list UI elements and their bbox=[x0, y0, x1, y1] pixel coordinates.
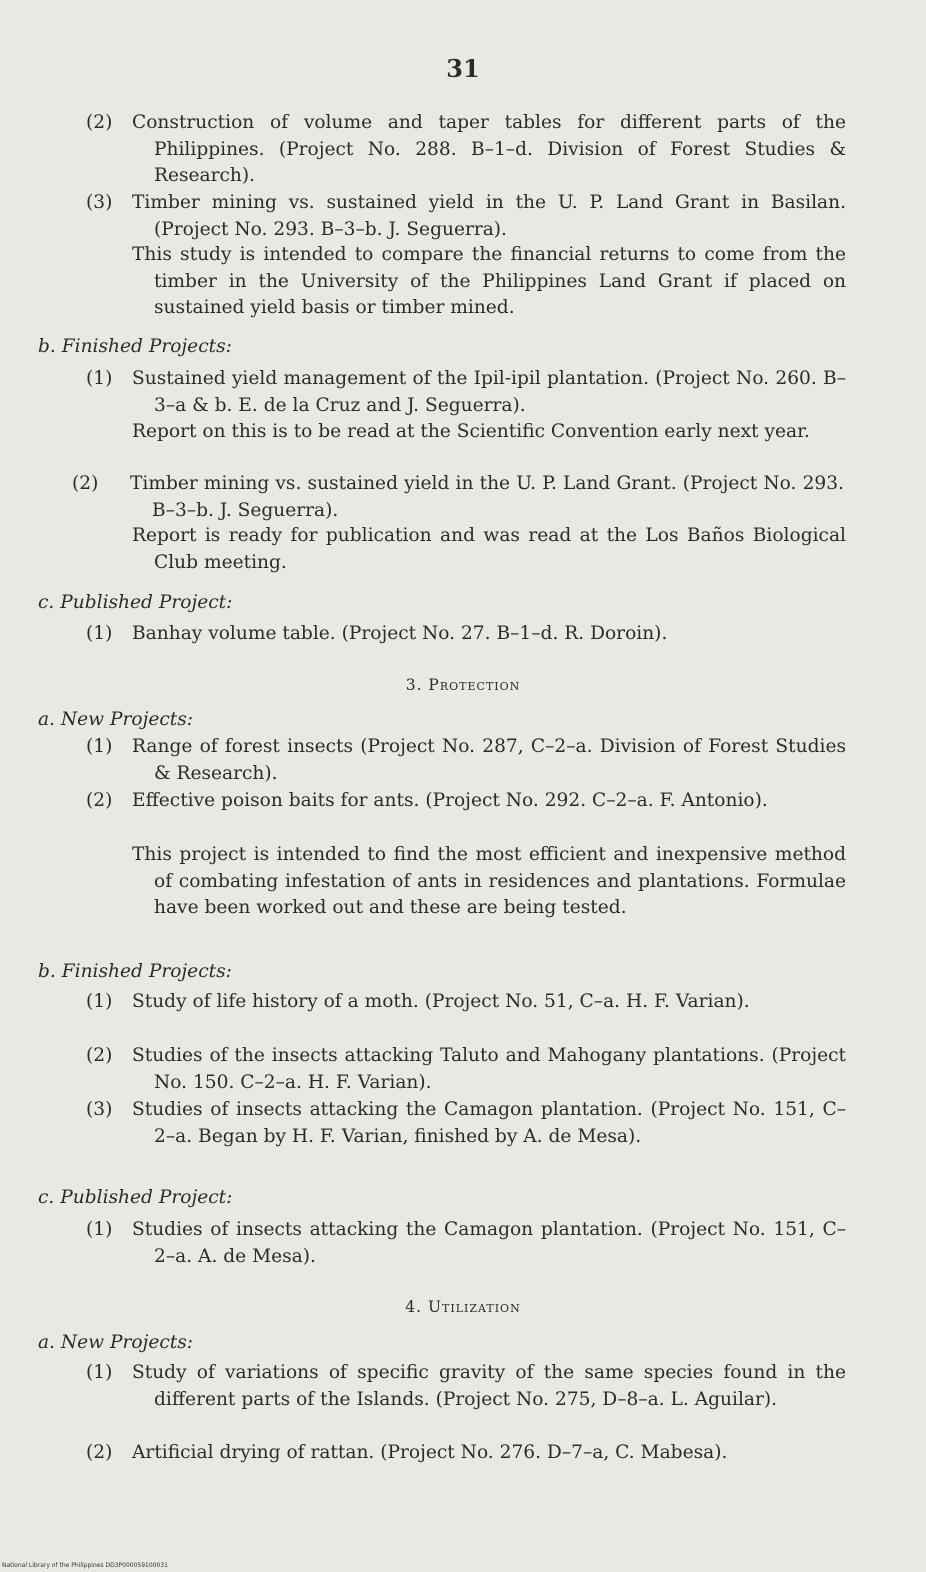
list-item: (2) Effective poison baits for ants. (Project No. 292. C–2–a. F. Antonio). bbox=[86, 790, 768, 811]
subsection-heading: a. New Projects: bbox=[38, 709, 194, 730]
section-heading: 4. Utilization bbox=[405, 1298, 521, 1316]
list-item: (1) Sustained yield management of the Ipil-ipil plantation. (Project No. 260. B–3–a & b. E. de la Cruz and J. Seguerra). bbox=[86, 368, 846, 416]
list-item: (2) Timber mining vs. sustained yield in the U. P. Land Grant. (Project No. 293. B–3–b. J. Seguerra). bbox=[72, 473, 844, 521]
subsection-heading: c. Published Project: bbox=[38, 1187, 233, 1208]
note-paragraph: This study is intended to compare the financial returns to come from the timber in the University of the Philippines Land Grant if placed on sustained yield basis or timber mined. bbox=[132, 244, 846, 318]
list-item: (2) Artificial drying of rattan. (Project No. 276. D–7–a, C. Mabesa). bbox=[86, 1442, 728, 1463]
list-item: (3) Studies of insects attacking the Camagon plantation. (Project No. 151, C–2–a. Began by H. F. Varian, finished by A. de Mesa). bbox=[86, 1099, 846, 1147]
note-paragraph: Report on this is to be read at the Scientific Convention early next year. bbox=[132, 421, 810, 442]
subsection-heading: b. Finished Projects: bbox=[38, 961, 232, 982]
note-paragraph: This project is intended to find the most efficient and inexpensive method of combating infestation of ants in residences and plantations. Formulae have been worked out and these are being tested. bbox=[132, 844, 846, 918]
list-item: (1) Studies of insects attacking the Camagon plantation. (Project No. 151, C–2–a. A. de Mesa). bbox=[86, 1219, 846, 1267]
list-item: (1) Banhay volume table. (Project No. 27. B–1–d. R. Doroin). bbox=[86, 623, 668, 644]
list-item: (1) Study of variations of specific gravity of the same species found in the different parts of the Islands. (Project No. 275, D–8–a. L. Aguilar). bbox=[86, 1362, 846, 1410]
page-number: 31 bbox=[446, 54, 480, 83]
list-item: (3) Timber mining vs. sustained yield in the U. P. Land Grant in Basilan. (Project No. 293. B–3–b. J. Seguerra). bbox=[86, 192, 846, 240]
subsection-heading: b. Finished Projects: bbox=[38, 336, 232, 357]
section-heading: 3. Protection bbox=[405, 676, 521, 694]
subsection-heading: c. Published Project: bbox=[38, 592, 233, 613]
list-item: (1) Range of forest insects (Project No. 287, C–2–a. Division of Forest Studies & Research). bbox=[86, 736, 846, 784]
list-item: (1) Study of life history of a moth. (Project No. 51, C–a. H. F. Varian). bbox=[86, 991, 750, 1012]
archive-footer: National Library of the Philippines DD3P000059100031 bbox=[2, 1562, 168, 1569]
list-item: (2) Construction of volume and taper tables for different parts of the Philippines. (Project No. 288. B–1–d. Division of Forest Studies & Research). bbox=[86, 112, 846, 186]
note-paragraph: Report is ready for publication and was read at the Los Baños Biological Club meeting. bbox=[132, 525, 846, 573]
list-item: (2) Studies of the insects attacking Taluto and Mahogany plantations. (Project No. 150. C–2–a. H. F. Varian). bbox=[86, 1045, 846, 1093]
subsection-heading: a. New Projects: bbox=[38, 1332, 194, 1353]
